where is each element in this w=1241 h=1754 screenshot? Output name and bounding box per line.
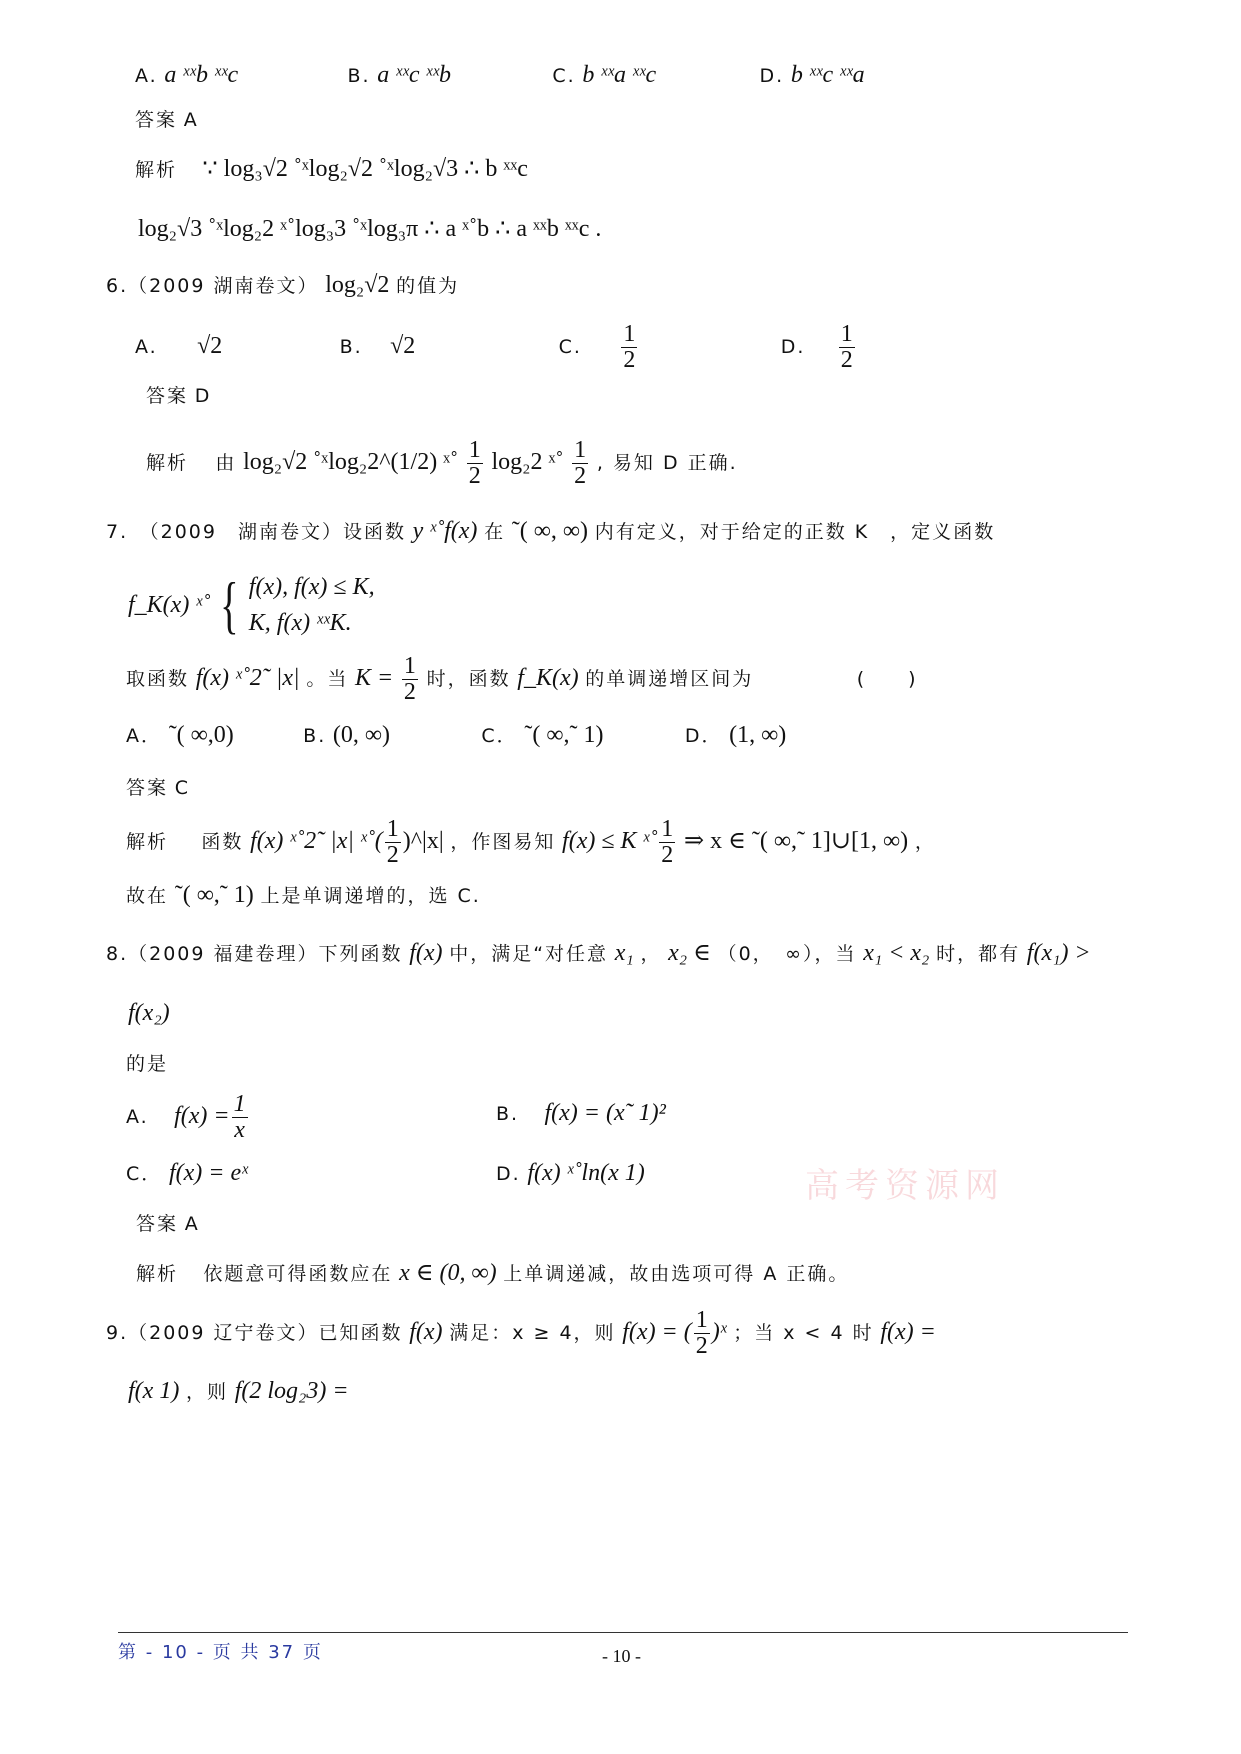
q7-conclusion: 故在 ˜( ∞,˜ 1) 上是单调递增的，选 C. (126, 882, 481, 908)
footer-divider (118, 1632, 1128, 1633)
q8-stem: 8.（2009 福建卷理）下列函数 f(x) 中，满足“对任意 x₁ ， x₂ ∈ （0， ∞），当 x₁ < x₂ 时，都有 f(x₁) > (106, 940, 1091, 966)
q8-options-row1: A. f(x) = $\frac{1}{x}$ (126, 1090, 246, 1143)
page-counter: 第 - 10 - 页 共 37 页 (118, 1642, 323, 1663)
q7-take: 取函数 f(x) ˣ˚2˜ |x| 。当 K = $\frac{1}{2}$ 时，函数 f_K(x) 的单调递增区间为 ( ) (126, 653, 918, 706)
q5-answer: 答案 A (135, 109, 199, 131)
q7-definition: f_K(x) ˣ˚ { f(x), f(x) ≤ K, K, f(x) ˣˣK. (128, 569, 375, 640)
q5-option-d: b ˣˣc ˣˣa (790, 62, 865, 88)
q7-stem: 7. （2009 湖南卷文）设函数 y ˣ˚f(x) 在 ˜( ∞, ∞) 内有定义，对于给定的正数 K ，定义函数 (106, 518, 996, 544)
watermark: 高考资源网 (805, 1166, 1005, 1206)
q8-stem-cont: f(x₂) (128, 1000, 170, 1026)
q8-analysis: 解析 依题意可得函数应在 x ∈ (0, ∞) 上单调递减，故由选项可得 A 正确。 (136, 1260, 850, 1286)
q5-analysis-2: log₂√3 ˚ˣlog₂2 ˣ˚log₃3 ˚ˣlog₃π ∴ a ˣ˚b ∴ a ˣˣb ˣˣc . (138, 216, 602, 242)
q7-answer: 答案 C (126, 777, 190, 799)
q8-option-c-line: C． f(x) = eˣ (126, 1160, 248, 1186)
q6-option-a: √2 (197, 333, 223, 360)
q7-option-a: ˜( ∞,0) (168, 722, 234, 748)
q8-option-d-line: D. f(x) ˣ˚ln(x 1) (496, 1160, 645, 1186)
q5-option-b: a ˣˣc ˣˣb (377, 62, 452, 88)
q8-option-a: f(x) = (174, 1103, 230, 1129)
q6-analysis: 解析 由 log₂√2 ˚ˣlog₂2^(1/2) ˣ˚ $\frac{1}{2}$ log₂2 ˣ˚ $\frac{1}{2}$ , 易知 D 正确. (146, 436, 738, 489)
q6-answer: 答案 D (146, 385, 212, 407)
q5-analysis-1: 解析 ∵ log₃√2 ˚ˣlog₂√2 ˚ˣlog₂√3 ∴ b ˣˣc (135, 156, 528, 182)
q5-options: A. a ˣˣb ˣˣc B. a ˣˣc ˣˣb C. b ˣˣa ˣˣc D. b ˣˣc ˣˣa (135, 62, 865, 88)
q8-option-d: f(x) ˣ˚ln(x 1) (527, 1160, 645, 1186)
q9-stem-cont: f(x 1) ，则 f(2 log₂3) = (128, 1378, 349, 1404)
q7-option-b: (0, ∞) (332, 722, 391, 748)
q7-options: A． ˜( ∞,0) B. (0, ∞) C． ˜( ∞,˜ 1) D． (1, ∞) (126, 722, 787, 748)
q8-option-c: f(x) = eˣ (168, 1160, 248, 1186)
q9-stem: 9.（2009 辽宁卷文）已知函数 f(x) 满足：x ≥ 4，则 f(x) = ( $\frac{1}{2}$ )ˣ ；当 x < 4 时 f(x) = (106, 1307, 936, 1360)
q7-option-c: ˜( ∞,˜ 1) (524, 722, 604, 748)
q5-option-c: b ˣˣa ˣˣc (582, 62, 657, 88)
q8-stem-tail: 的是 (126, 1053, 169, 1075)
page-number: - 10 - (602, 1646, 641, 1666)
q7-analysis: 解析 函数 f(x) ˣ˚2˜ |x| ˣ˚( $\frac{1}{2}$ )^|x| ，作图易知 f(x) ≤ K ˣ˚ $\frac{1}{2}$ ⇒ x ∈ ˜( ∞,˜ 1]∪[1, ∞) ， (126, 815, 936, 868)
q6-option-c: $\frac{1}{2}$ (623, 321, 636, 374)
q8-option-b: f(x) = (x˜ 1)² (544, 1100, 666, 1126)
q8-option-b-line: B. f(x) = (x˜ 1)² (496, 1100, 666, 1126)
q6-option-b: √2 (390, 333, 416, 360)
q6-option-d: $\frac{1}{2}$ (840, 321, 853, 374)
q6-stem: 6.（2009 湖南卷文） log₂√2 的值为 (106, 272, 460, 298)
q6-options: A. √2 B. √2 C. $\frac{1}{2}$ D. $\frac{1}{2}$ (135, 321, 853, 374)
q7-option-d: (1, ∞) (729, 722, 787, 748)
q8-answer: 答案 A (136, 1213, 200, 1235)
q5-option-a: a ˣˣb ˣˣc (164, 62, 239, 88)
